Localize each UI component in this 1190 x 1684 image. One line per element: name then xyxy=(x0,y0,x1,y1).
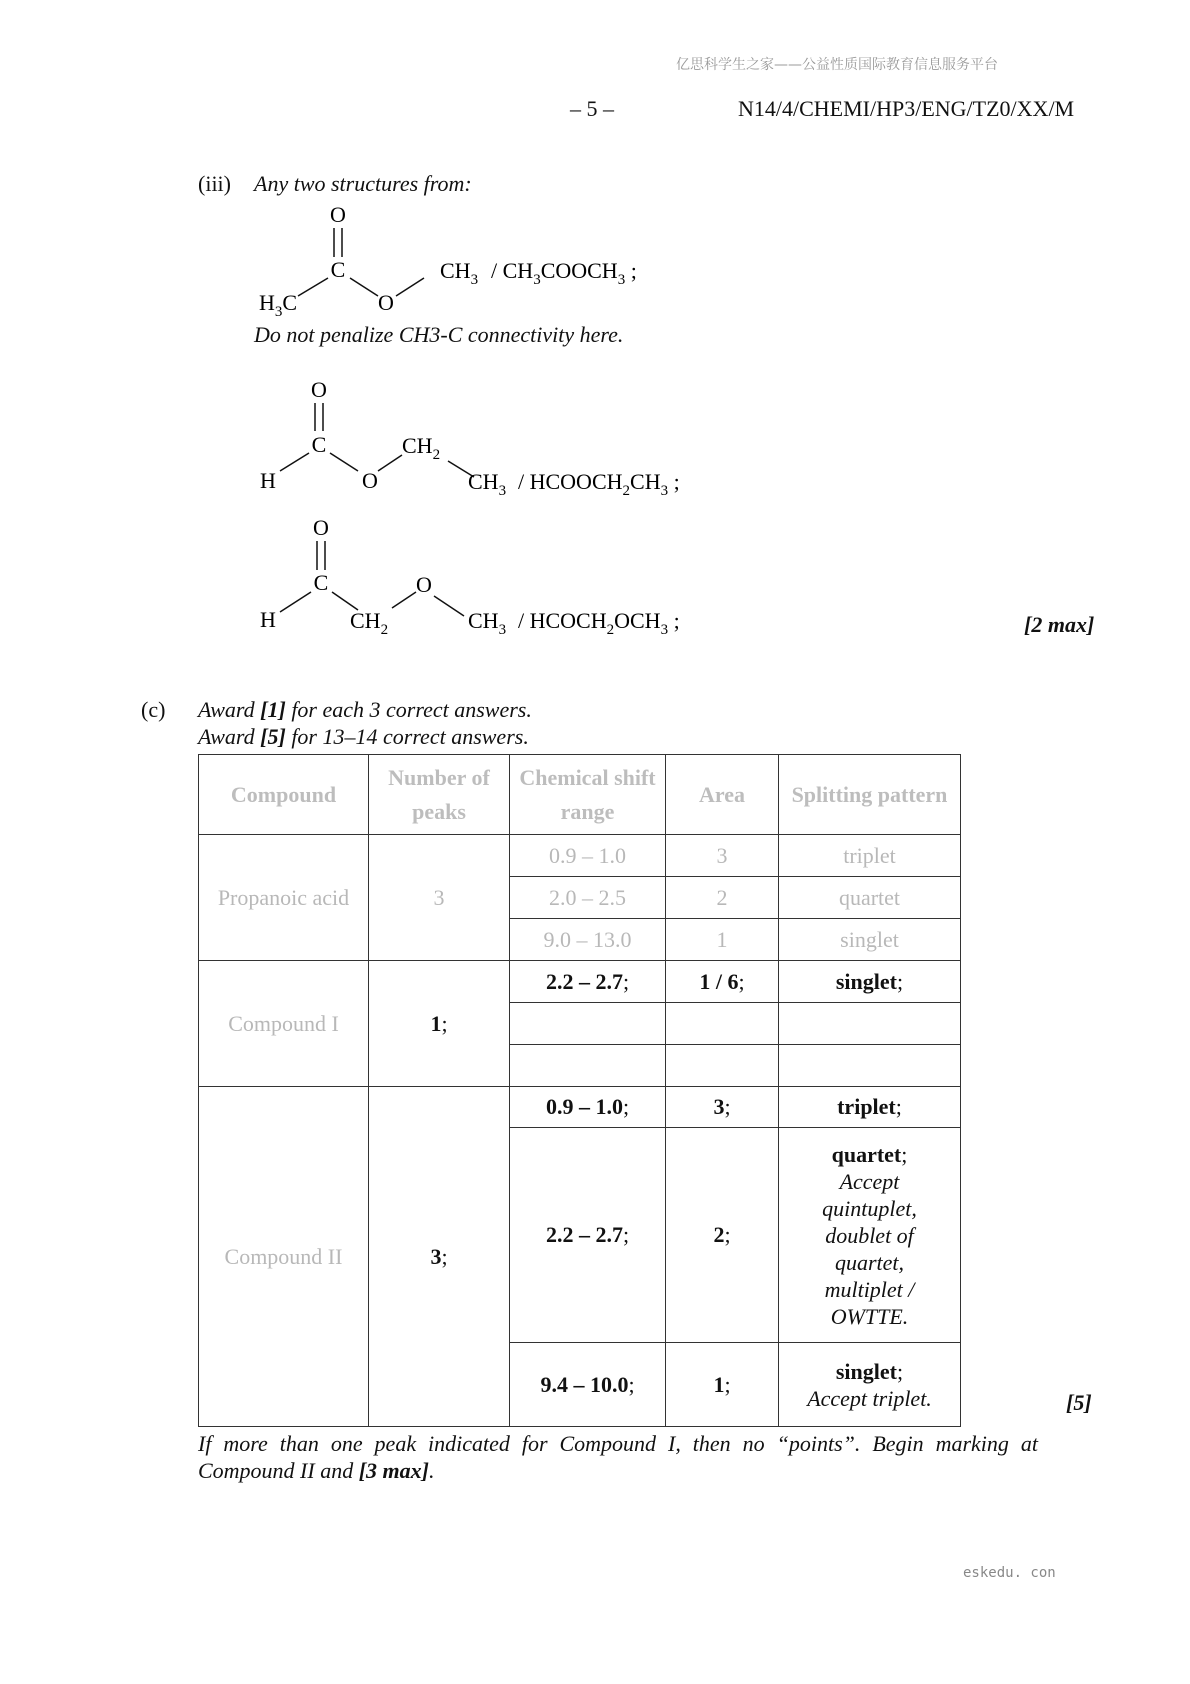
atom-c: C xyxy=(330,257,346,282)
award-line-2: Award [5] for 13–14 correct answers. xyxy=(198,724,529,749)
watermark-text: 亿思科学生之家——公益性质国际教育信息服务平台 xyxy=(676,57,998,73)
table-header-row xyxy=(199,755,961,835)
mark-5: [5] xyxy=(1066,1390,1092,1415)
svg-text:C: C xyxy=(311,432,327,457)
atom-o-ester: O xyxy=(378,290,394,315)
compound-i: Compound I xyxy=(199,961,369,1087)
table-row: 2.2 – 2.7; 2; quartet; Accept quintuplet, doublet of quartet, multiplet / OWTTE. xyxy=(199,1128,961,1343)
svg-text:CH3: $CH_3$ xyxy=(468,608,507,638)
header-area: Area xyxy=(666,755,779,835)
structure-methyl-acetate xyxy=(240,200,710,320)
formula-methyl-acetate: / $CH_3COOCH_3$ ; xyxy=(491,258,637,288)
header-compound: Compound xyxy=(199,755,369,835)
atom-h3c: $H_3C$ xyxy=(259,290,298,320)
atom-ch3: $CH_3$ xyxy=(440,258,479,288)
compound-ii: Compound II xyxy=(199,1087,369,1427)
compound-propanoic: Propanoic acid xyxy=(199,835,369,961)
table-row: 2.0 – 2.5 2 quartet xyxy=(199,877,961,919)
table-row: Compound I 1; 2.2 – 2.7; 1 / 6; singlet; xyxy=(199,961,961,1003)
svg-text:H: H xyxy=(260,468,276,493)
table-row: 9.0 – 13.0 1 singlet xyxy=(199,919,961,961)
part-c-label: (c) xyxy=(141,697,166,722)
page-number: – 5 – xyxy=(570,96,614,121)
structure-methoxy-acetaldehyde xyxy=(240,512,710,642)
header-peaks: Number of peaks xyxy=(369,755,510,835)
formula-methoxy: / $HCOCH_2OCH_3$ ; xyxy=(518,608,680,638)
footer-site: eskedu. con xyxy=(963,1565,1056,1581)
svg-text:O: O xyxy=(416,572,432,597)
svg-text:C: C xyxy=(313,570,329,595)
table-row: Compound II 3; 0.9 – 1.0; 3; triplet; xyxy=(199,1087,961,1128)
mark-2-max: [2 max] xyxy=(1024,612,1095,637)
document-code: N14/4/CHEMI/HP3/ENG/TZ0/XX/M xyxy=(738,96,1075,121)
formula-ethyl-formate: / $HCOOCH_2CH_3$ ; xyxy=(518,469,680,495)
footnote: If more than one peak indicated for Compound I, then no “points”. Begin marking at Compound II and [3 max]. xyxy=(198,1431,1038,1483)
table-row: 9.4 – 10.0; 1; singlet; Accept triplet. xyxy=(199,1343,961,1427)
svg-text:O: O xyxy=(311,377,327,402)
svg-text:CH3: $CH_3$ xyxy=(468,469,507,495)
nmr-table xyxy=(198,754,961,1427)
part-iii-label: (iii) xyxy=(198,171,231,196)
svg-text:CH2: $CH_2$ xyxy=(350,608,389,638)
svg-text:H: H xyxy=(260,607,276,632)
note-connectivity: Do not penalize CH3-C connectivity here. xyxy=(254,322,624,347)
header-shift: Chemical shift range xyxy=(510,755,666,835)
award-line-1: Award [1] for each 3 correct answers. xyxy=(198,697,532,722)
header-splitting: Splitting pattern xyxy=(779,755,961,835)
part-iii-intro: Any two structures from: xyxy=(254,171,472,196)
table-row: Propanoic acid 3 0.9 – 1.0 3 triplet xyxy=(199,835,961,877)
structure-ethyl-formate xyxy=(240,375,710,495)
svg-text:O: O xyxy=(313,515,329,540)
svg-text:O: O xyxy=(362,468,378,493)
svg-text:CH2: $CH_2$ xyxy=(402,433,441,463)
atom-o: O xyxy=(330,202,346,227)
